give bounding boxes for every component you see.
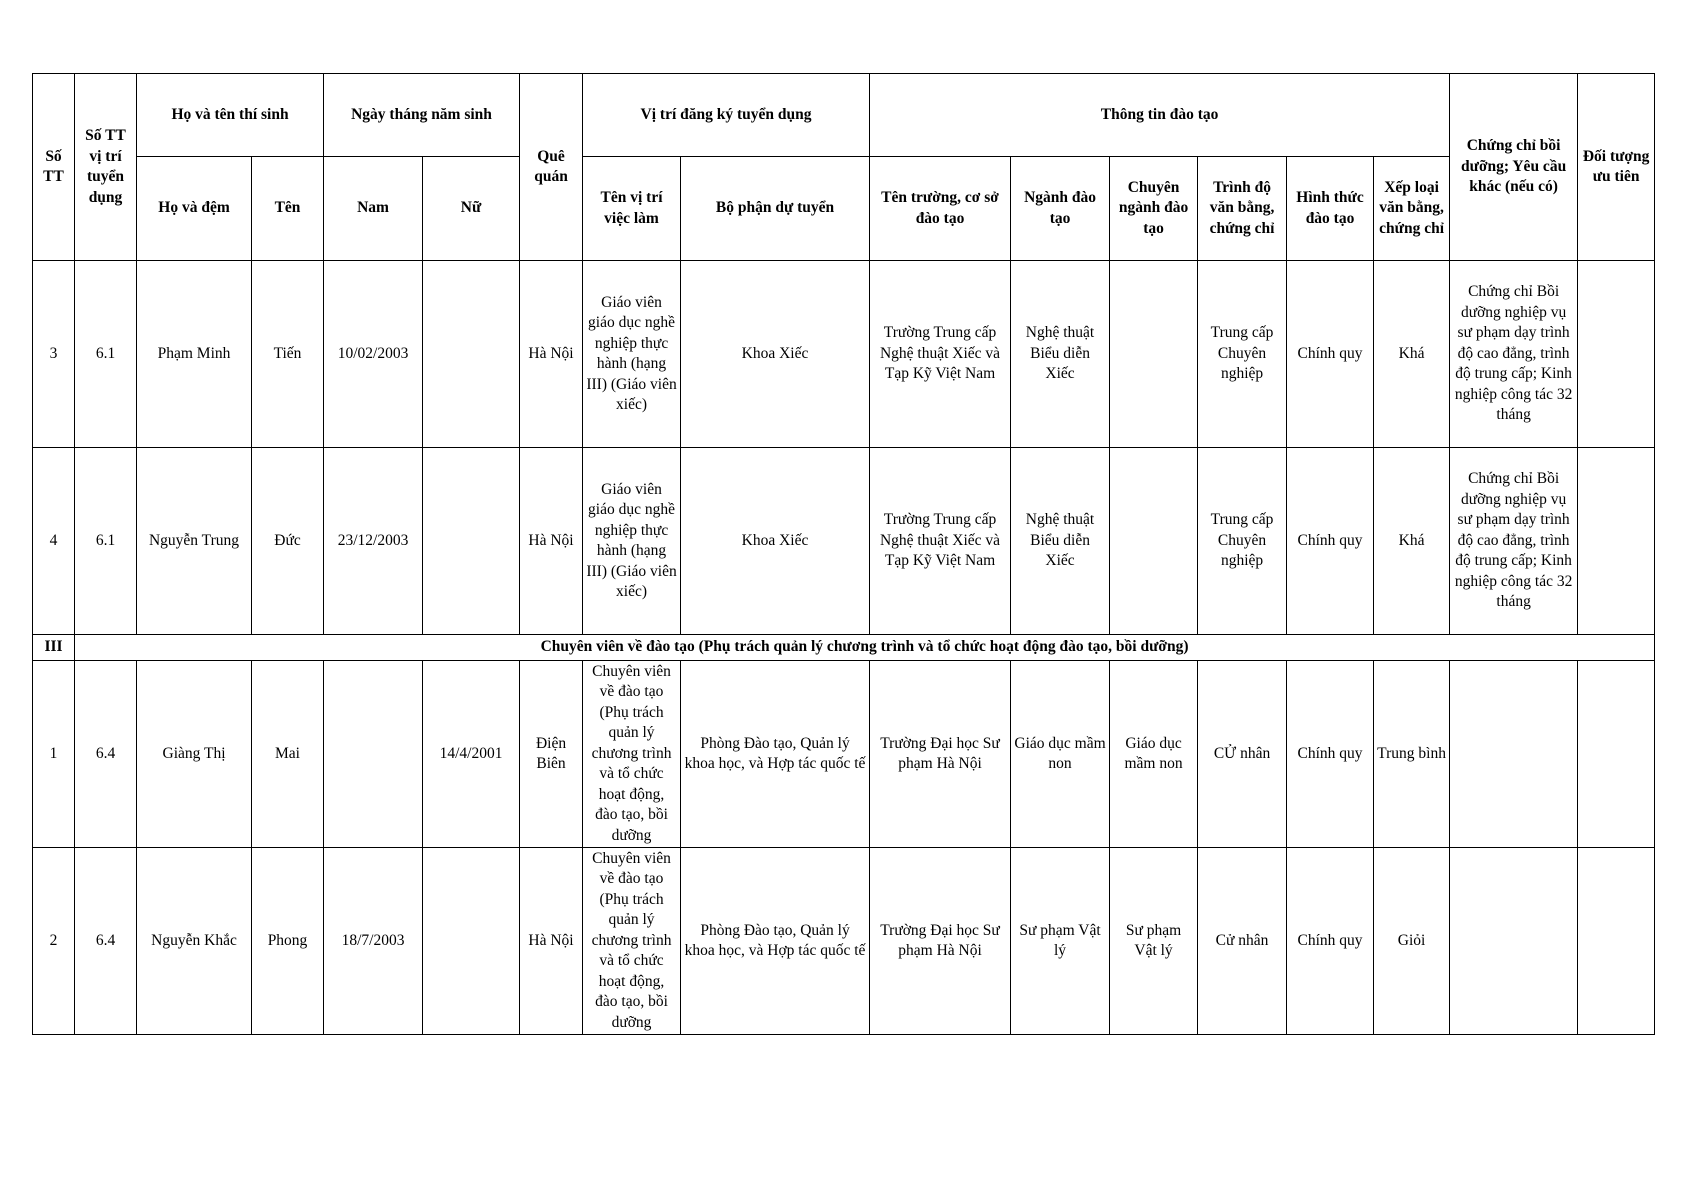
cell-nu [423,261,520,448]
header-ten: Tên [252,157,324,261]
cell-nu [423,848,520,1035]
cell-ten-vitri: Giáo viên giáo dục nghề nghiệp thực hành (hạng III) (Giáo viên xiếc) [583,448,681,635]
cell-ten-vitri: Chuyên viên về đào tạo (Phụ trách quản lý chương trình và tổ chức hoạt động, đào tạo, bồi dưỡng [583,848,681,1035]
cell-vitri: 6.1 [75,261,137,448]
cell-hinhthuc: Chính quy [1287,261,1374,448]
table-row [33,261,1655,448]
cell-chuyennganh: Giáo dục mầm non [1110,661,1198,848]
header-thongtin: Thông tin đào tạo [870,74,1450,157]
cell-truong: Trường Đại học Sư phạm Hà Nội [870,661,1011,848]
header-truong: Tên trường, cơ sở đào tạo [870,157,1011,261]
cell-stt: 2 [33,848,75,1035]
table-row [33,661,1655,848]
cell-xeploai: Trung bình [1374,661,1450,848]
cell-nganh: Nghệ thuật Biểu diễn Xiếc [1011,261,1110,448]
header-quequan: Quê quán [520,74,583,261]
cell-quequan: Hà Nội [520,448,583,635]
header-bophan: Bộ phận dự tuyển [681,157,870,261]
cell-stt: 3 [33,261,75,448]
cell-nam: 18/7/2003 [324,848,423,1035]
cell-chuyennganh [1110,261,1198,448]
cell-trinhdo: Trung cấp Chuyên nghiệp [1198,448,1287,635]
cell-chungchi [1450,661,1578,848]
header-chuyennganh: Chuyên ngành đào tạo [1110,157,1198,261]
header-stt-vitri: Số TT vị trí tuyển dụng [75,74,137,261]
cell-bophan: Phòng Đào tạo, Quản lý khoa học, và Hợp tác quốc tế [681,848,870,1035]
cell-ho-dem: Giàng Thị [137,661,252,848]
cell-hinhthuc: Chính quy [1287,661,1374,848]
cell-ho-dem: Nguyễn Trung [137,448,252,635]
cell-doituong [1578,848,1655,1035]
cell-ho-dem: Phạm Minh [137,261,252,448]
cell-quequan: Hà Nội [520,261,583,448]
cell-ten-vitri: Giáo viên giáo dục nghề nghiệp thực hành (hạng III) (Giáo viên xiếc) [583,261,681,448]
section-row [33,635,1655,661]
cell-bophan: Khoa Xiếc [681,261,870,448]
cell-chungchi: Chứng chỉ Bồi dưỡng nghiệp vụ sư phạm dạy trình độ cao đẳng, trình độ trung cấp; Kinh nghiệp công tác 32 tháng [1450,448,1578,635]
header-doituong: Đối tượng ưu tiên [1578,74,1655,261]
header-ho-dem: Họ và đệm [137,157,252,261]
cell-chuyennganh: Sư phạm Vật lý [1110,848,1198,1035]
cell-nu: 14/4/2001 [423,661,520,848]
cell-nganh: Nghệ thuật Biểu diễn Xiếc [1011,448,1110,635]
header-hoten: Họ và tên thí sinh [137,74,324,157]
header-nu: Nữ [423,157,520,261]
cell-nganh: Sư phạm Vật lý [1011,848,1110,1035]
cell-bophan: Khoa Xiếc [681,448,870,635]
cell-trinhdo: Cử nhân [1198,848,1287,1035]
cell-nganh: Giáo dục mầm non [1011,661,1110,848]
header-chungchi: Chứng chỉ bồi dưỡng; Yêu cầu khác (nếu có) [1450,74,1578,261]
cell-ten: Tiến [252,261,324,448]
cell-hinhthuc: Chính quy [1287,448,1374,635]
section-number: III [33,635,75,661]
cell-vitri: 6.4 [75,848,137,1035]
cell-chungchi [1450,848,1578,1035]
cell-nam: 23/12/2003 [324,448,423,635]
cell-xeploai: Giỏi [1374,848,1450,1035]
cell-chungchi: Chứng chỉ Bồi dưỡng nghiệp vụ sư phạm dạy trình độ cao đẳng, trình độ trung cấp; Kinh nghiệp công tác 32 tháng [1450,261,1578,448]
table-row [33,448,1655,635]
cell-vitri: 6.1 [75,448,137,635]
cell-trinhdo: CỬ nhân [1198,661,1287,848]
cell-ten: Phong [252,848,324,1035]
header-xeploai: Xếp loại văn bằng, chứng chỉ [1374,157,1450,261]
header-ngaysinh: Ngày tháng năm sinh [324,74,520,157]
cell-quequan: Hà Nội [520,848,583,1035]
table-row [33,848,1655,1035]
cell-quequan: Điện Biên [520,661,583,848]
header-hinhthuc: Hình thức đào tạo [1287,157,1374,261]
header-ten-vitri: Tên vị trí việc làm [583,157,681,261]
cell-ten: Mai [252,661,324,848]
header-trinhdo: Trình độ văn bằng, chứng chỉ [1198,157,1287,261]
table-body [33,261,1655,1035]
cell-xeploai: Khá [1374,448,1450,635]
cell-doituong [1578,448,1655,635]
cell-ho-dem: Nguyễn Khắc [137,848,252,1035]
cell-chuyennganh [1110,448,1198,635]
cell-nam: 10/02/2003 [324,261,423,448]
cell-ten-vitri: Chuyên viên về đào tạo (Phụ trách quản lý chương trình và tổ chức hoạt động, đào tạo, bồi dưỡng [583,661,681,848]
section-title: Chuyên viên về đào tạo (Phụ trách quản lý chương trình và tổ chức hoạt động đào tạo, bồi dưỡng) [75,635,1655,661]
header-nganh: Ngành đào tạo [1011,157,1110,261]
cell-truong: Trường Trung cấp Nghệ thuật Xiếc và Tạp Kỹ Việt Nam [870,261,1011,448]
cell-bophan: Phòng Đào tạo, Quản lý khoa học, và Hợp tác quốc tế [681,661,870,848]
cell-stt: 4 [33,448,75,635]
header-vitri: Vị trí đăng ký tuyển dụng [583,74,870,157]
cell-trinhdo: Trung cấp Chuyên nghiệp [1198,261,1287,448]
cell-doituong [1578,661,1655,848]
cell-vitri: 6.4 [75,661,137,848]
cell-hinhthuc: Chính quy [1287,848,1374,1035]
table-header [33,74,1655,261]
cell-truong: Trường Trung cấp Nghệ thuật Xiếc và Tạp Kỹ Việt Nam [870,448,1011,635]
cell-xeploai: Khá [1374,261,1450,448]
candidate-table [32,73,1655,1035]
cell-nu [423,448,520,635]
cell-ten: Đức [252,448,324,635]
cell-stt: 1 [33,661,75,848]
cell-truong: Trường Đại học Sư phạm Hà Nội [870,848,1011,1035]
cell-nam [324,661,423,848]
header-nam: Nam [324,157,423,261]
header-stt: Số TT [33,74,75,261]
cell-doituong [1578,261,1655,448]
